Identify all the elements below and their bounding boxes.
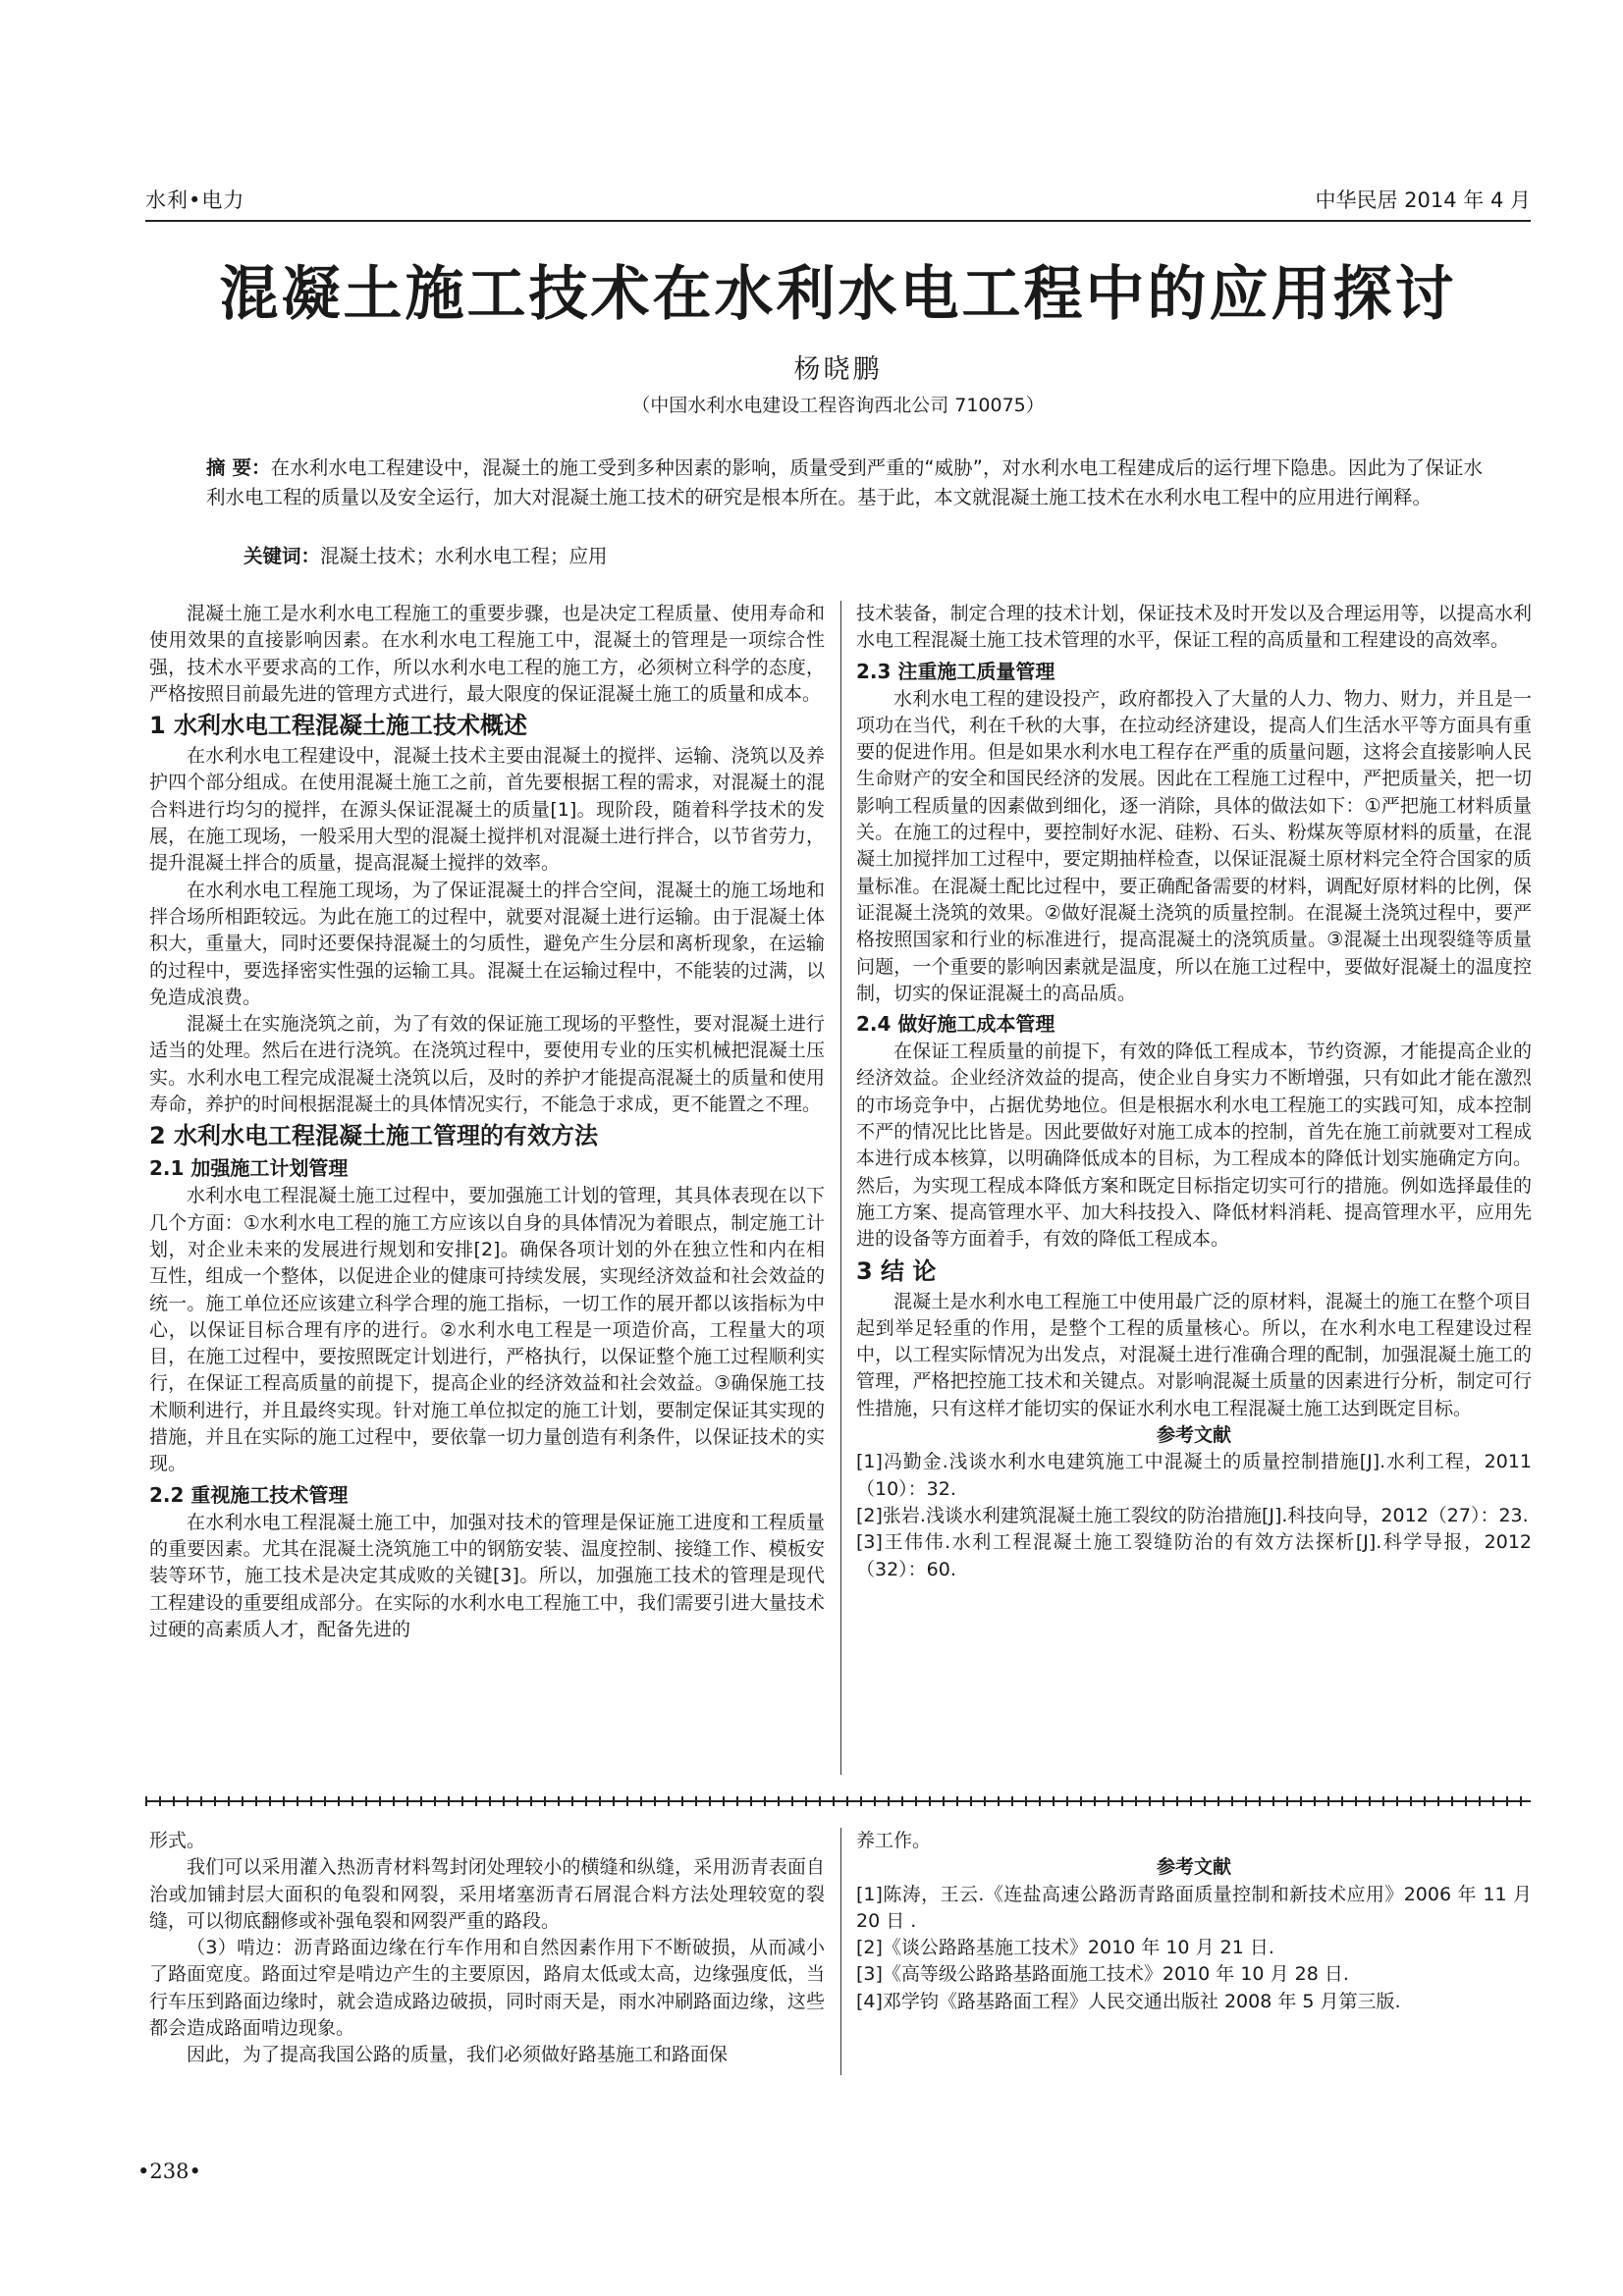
subsection-heading-2-3: 2.3 注重施工质量管理 xyxy=(856,659,1055,683)
paragraph: 在水利水电工程混凝土施工中，加强对技术的管理是保证施工进度和工程质量的重要因素。尤其在混凝土浇筑施工中的钢筋安装、温度控制、接缝工作、模板安装等环节，施工技术是决定其成败的关键[3]。所以，加强施工技术的管理是现代工程建设的重要组成部分。在实际的水利水电工程施工中，我们需要引进大量技术过硬的高素质人才，配备先进的 xyxy=(149,1511,825,1640)
author-affiliation: （中国水利水电建设工程咨询西北公司 710075） xyxy=(631,395,1045,416)
paragraph: 水利水电工程的建设投产，政府都投入了大量的人力、物力、财力，并且是一项功在当代，利在千秋的大事，在拉动经济建设，提高人们生活水平等方面具有重要的促进作用。但是如果水利水电工程存在严重的质量问题，这将会直接影响人民生命财产的安全和国民经济的发展。因此在工程施工过程中，严把质量关，把一切影响工程质量的因素做到细化，逐一消除，具体的做法如下：①严把施工材料质量关。在施工的过程中，要控制好水泥、硅粉、石头、粉煤灰等原材料的质量，在混凝土加搅拌加工过程中，要定期抽样检查，以保证混凝土原材料完全符合国家的质量标准。在混凝土配比过程中，要正确配备需要的材料，调配好原材料的比例，保证混凝土浇筑的效果。②做好混凝土浇筑的质量控制。在混凝土浇筑过程中，要严格按照国家和行业的标准进行，提高混凝土的浇筑质量。③混凝土出现裂缝等质量问题，一个重要的影响因素就是温度，所以在施工过程中，要做好混凝土的温度控制，切实的保证混凝土的高品质。 xyxy=(856,687,1532,1004)
reference-item: [3]王伟伟.水利工程混凝土施工裂缝防治的有效方法探析[J].科学导报，2012（32）：60. xyxy=(856,1531,1532,1580)
references-title: 参考文献 xyxy=(1156,1856,1231,1879)
reference-item: [4]邓学钧《路基路面工程》人民交通出版社 2008 年 5 月第三版. xyxy=(856,1990,1401,2012)
running-header-journal: 中华民居 2014 年 4 月 xyxy=(1315,188,1531,212)
column-rule xyxy=(840,1828,841,2075)
abstract-label: 摘 要： xyxy=(206,456,271,479)
keywords xyxy=(243,542,1422,571)
paragraph: 我们可以采用灌入热沥青材料驾封闭处理较小的横缝和纵缝，采用沥青表面自治或加铺封层大面积的龟裂和网裂，采用堵塞沥青石屑混合料方法处理较宽的裂缝，可以彻底翻修或补强龟裂和网裂严重的路段。 xyxy=(149,1856,825,1932)
article-title: 混凝土施工技术在水利水电工程中的应用探讨 xyxy=(219,260,1457,329)
body-column-right xyxy=(856,601,1532,1583)
abstract-text: 在水利水电工程建设中，混凝土的施工受到多种因素的影响，质量受到严重的“威胁”，对水利水电工程建成后的运行埋下隐患。因此为了保证水利水电工程的质量以及安全运行，加大对混凝土施工技术的研究是根本所在。基于此，本文就混凝土施工技术在水利水电工程中的应用进行阐释。 xyxy=(206,456,1483,508)
paragraph: 在保证工程质量的前提下，有效的降低工程成本，节约资源，才能提高企业的经济效益。企业经济效益的提高，使企业自身实力不断增强，只有如此才能在激烈的市场竞争中，占据优势地位。但是根据水利水电工程施工的实践可知，成本控制不严的情况比比皆是。因此要做好对施工成本的控制，首先在施工前就要对工程成本进行成本核算，以明确降低成本的目标，为工程成本的降低计划实施确定方向。然后，为实现工程成本降低方案和既定目标指定切实可行的措施。例如选择最佳的施工方案、提高管理水平、加大科技投入、降低材料消耗、提高管理水平，应用先进的设备等方面着手，有效的降低工程成本。 xyxy=(856,1041,1532,1251)
intro-paragraph: 混凝土施工是水利水电工程施工的重要步骤，也是决定工程质量、使用寿命和使用效果的直接影响因素。在水利水电工程施工中，混凝土的管理是一项综合性强，技术水平要求高的工作，所以水利水电工程的施工方，必须树立科学的态度，严格按照目前最先进的管理方式进行，最大限度的保证混凝土施工的质量和成本。 xyxy=(149,603,825,705)
section-heading-1: 1 水利水电工程混凝土施工技术概述 xyxy=(149,712,528,740)
subsection-heading-2-4: 2.4 做好施工成本管理 xyxy=(856,1012,1055,1037)
body-column-left xyxy=(149,601,825,1643)
abstract xyxy=(206,454,1483,512)
prev-article-column-left xyxy=(149,1828,825,2069)
reference-item: [1]冯勤金.浅谈水利水电建筑施工中混凝土的质量控制措施[J].水利工程，2011（10）：32. xyxy=(856,1451,1532,1500)
paragraph: 在水利水电工程建设中，混凝土技术主要由混凝土的搅拌、运输、浇筑以及养护四个部分组成。在使用混凝土施工之前，首先要根据工程的需求，对混凝土的混合料进行均匀的搅拌，在源头保证混凝土的质量[1]。现阶段，随着科学技术的发展，在施工现场，一般采用大型的混凝土搅拌机对混凝土进行拌合，以节省劳力，提升混凝土拌合的质量，提高混凝土搅拌的效率。 xyxy=(149,745,825,875)
paragraph: 在水利水电工程施工现场，为了保证混凝土的拌合空间，混凝土的施工场地和拌合场所相距较远。为此在施工的过程中，就要对混凝土进行运输。由于混凝土体积大，重量大，同时还要保持混凝土的匀质性，避免产生分层和离析现象，在运输的过程中，要选择密实性强的运输工具。混凝土在运输过程中，不能装的过满，以免造成浪费。 xyxy=(149,879,825,1008)
column-rule xyxy=(840,601,841,1775)
paragraph-continued: 形式。 xyxy=(149,1830,206,1851)
paragraph: 水利水电工程混凝土施工过程中，要加强施工计划的管理，其具体表现在以下几个方面：①水利水电工程的施工方应该以自身的具体情况为着眼点，制定施工计划，对企业未来的发展进行规划和安排[2]。确保各项计划的外在独立性和内在相互性，组成一个整体，以促进企业的健康可持续发展，实现经济效益和社会效益的统一。施工单位还应该建立科学合理的施工指标，一切工作的展开都以该指标为中心，以保证目标合理有序的进行。②水利水电工程是一项造价高，工程量大的项目，在施工过程中，要按照既定计划进行，严格执行，以保证整个施工过程顺利实行，在保证工程高质量的前提下，提高企业的经济效益和社会效益。③确保施工技术顺利进行，并且最终实现。针对施工单位拟定的施工计划，要制定保证其实现的措施，并且在实际的施工过程中，要依靠一切力量创造有利条件，以保证技术的实现。 xyxy=(149,1185,825,1475)
article-divider xyxy=(145,1794,1531,1808)
article-author: 杨晓鹏 xyxy=(793,354,883,385)
page-number: •238• xyxy=(137,2160,201,2183)
paragraph-continued: 技术装备，制定合理的技术计划，保证技术及时开发以及合理运用等，以提高水利水电工程混凝土施工技术管理的水平，保证工程的高质量和工程建设的高效率。 xyxy=(856,603,1532,652)
section-heading-2: 2 水利水电工程混凝土施工管理的有效方法 xyxy=(149,1122,599,1150)
paragraph: 混凝土在实施浇筑之前，为了有效的保证施工现场的平整性，要对混凝土进行适当的处理。然后在进行浇筑。在浇筑过程中，要使用专业的压实机械把混凝土压实。水利水电工程完成混凝土浇筑以后，及时的养护才能提高混凝土的质量和使用寿命，养护的时间根据混凝土的具体情况实行，不能急于求成，更不能置之不理。 xyxy=(149,1013,825,1116)
dotted-divider-line xyxy=(145,1794,1531,1808)
subsection-heading-2-2: 2.2 重视施工技术管理 xyxy=(149,1482,349,1507)
subsection-heading-2-1: 2.1 加强施工计划管理 xyxy=(149,1156,349,1181)
paragraph: （3）啃边：沥青路面边缘在行车作用和自然因素作用下不断破损，从而减小了路面宽度。路面过窄是啃边产生的主要原因，路肩太低或太高，边缘强度低，当行车压到路面边缘时，就会造成路边破损，同时雨天是，雨水冲刷路面边缘，这些都会造成路面啃边现象。 xyxy=(149,1937,825,2040)
prev-article-column-right xyxy=(856,1828,1532,2015)
reference-item: [1]陈涛，王云.《连盐高速公路沥青路面质量控制和新技术应用》2006 年 11 月 20 日 . xyxy=(856,1883,1532,1932)
reference-item: [3]《高等级公路路基路面施工技术》2010 年 10 月 28 日. xyxy=(856,1963,1349,1986)
reference-item: [2]张岩.浅谈水利建筑混凝土施工裂纹的防治措施[J].科技向导，2012（27）：23. xyxy=(856,1504,1529,1526)
paragraph: 因此，为了提高我国公路的质量，我们必须做好路基施工和路面保 xyxy=(187,2044,729,2066)
keywords-text: 混凝土技术；水利水电工程；应用 xyxy=(320,545,608,567)
paragraph-continued: 养工作。 xyxy=(856,1830,932,1851)
header-rule xyxy=(145,220,1531,222)
running-header-section: 水利•电力 xyxy=(145,188,245,212)
section-heading-3: 3 结 论 xyxy=(856,1256,937,1285)
paragraph: 混凝土是水利水电工程施工中使用最广泛的原材料，混凝土的施工在整个项目起到举足轻重的作用，是整个工程的质量核心。所以，在水利水电工程建设过程中，以工程实际情况为出发点，对混凝土进行准确合理的配制，加强混凝土施工的管理，严格把控施工技术和关键点。对影响混凝土质量的因素进行分析，制定可行性措施，只有这样才能切实的保证水利水电工程混凝土施工达到既定目标。 xyxy=(856,1290,1532,1419)
keywords-label: 关键词： xyxy=(243,545,321,567)
references-title: 参考文献 xyxy=(1156,1424,1231,1447)
reference-item: [2]《谈公路路基施工技术》2010 年 10 月 21 日. xyxy=(856,1937,1274,1959)
